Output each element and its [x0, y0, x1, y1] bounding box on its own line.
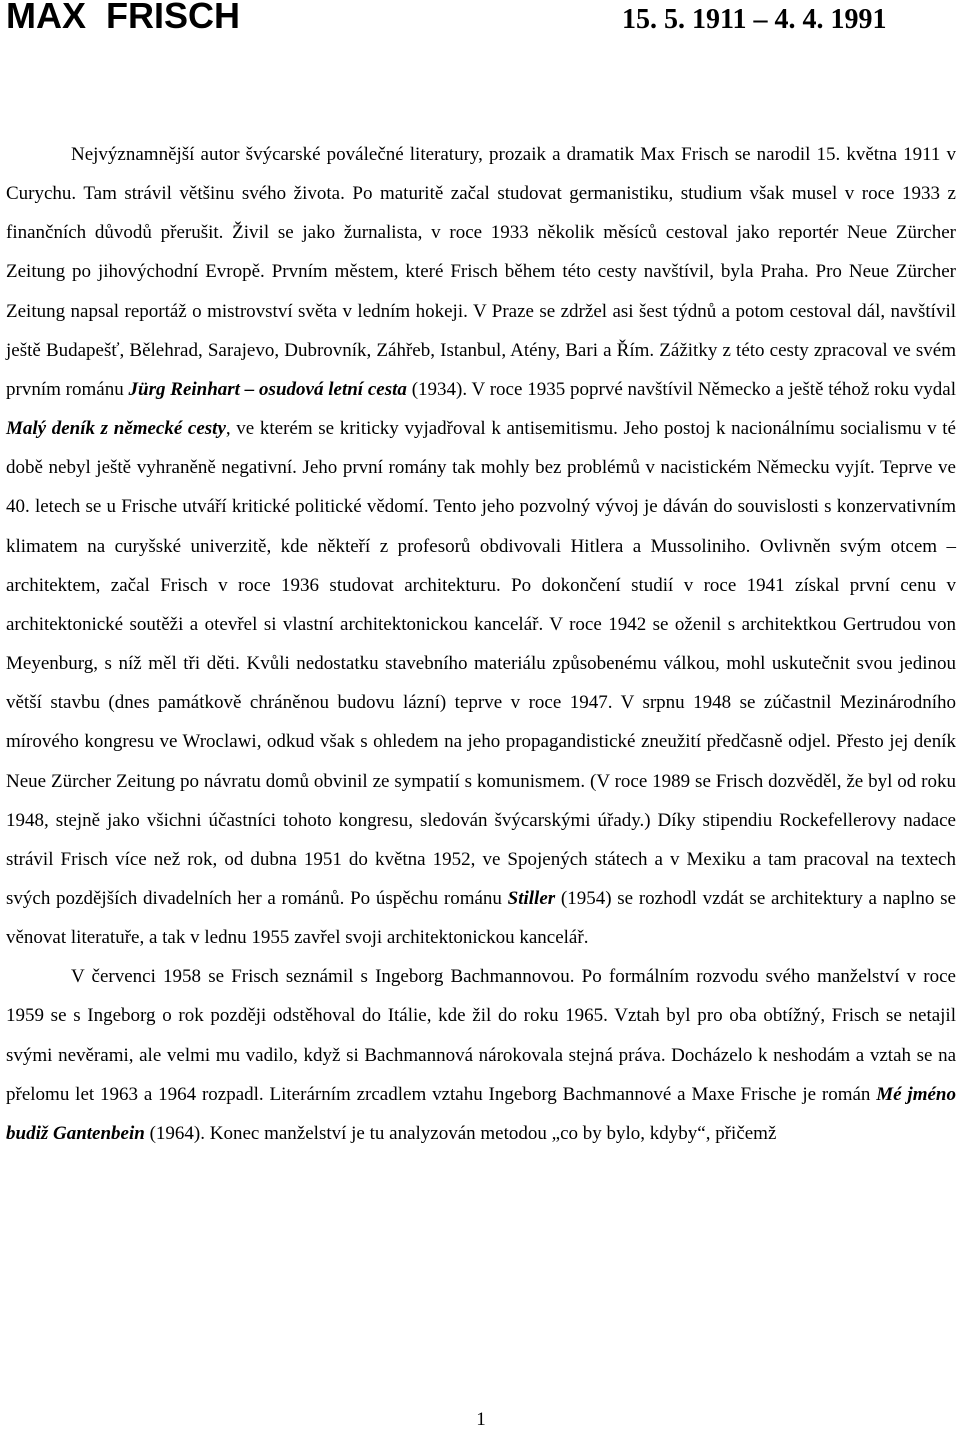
text-segment: (1934). V roce 1935 poprvé navštívil Německo a ještě téhož roku vydal: [406, 378, 956, 400]
life-dates: 15. 5. 1911 – 4. 4. 1991: [622, 4, 887, 35]
paragraph-1: [6, 135, 956, 957]
paragraph-2: [6, 957, 956, 1153]
text-segment: (1954) se rozhodl vzdát se architektury a naplno se věnovat literatuře, a tak v lednu 1955 zavřel svoji architektonickou kancelář.: [6, 887, 956, 949]
document-header: [6, 0, 956, 40]
book-title-stiller: Stiller: [507, 887, 556, 909]
page-number: 1: [476, 1409, 486, 1430]
document-body: [6, 135, 956, 1153]
document-title: MAX FRISCH: [6, 0, 240, 36]
book-title-jurg-reinhart: Jürg Reinhart – osudová letní cesta: [128, 378, 407, 400]
text-segment: Nejvýznamnější autor švýcarské poválečné literatury, prozaik a dramatik Max Frisch se narodil 15. května 1911 v Curychu. Tam strávil většinu svého života. Po maturitě začal studovat germanistiku, studium však musel v roce 1933 z finančních důvodů přerušit. Živil se jako žurnalista, v roce 1933 několik měsíců cestoval jako reportér Neue Zürcher Zeitung po jihovýchodní Evropě. Prvním městem, které Frisch během této cesty navštívil, byla Praha. Pro Neue Zürcher Zeitung napsal reportáž o mistrovství světa v ledním hokeji. V Praze se zdržel asi šest týdnů a potom cestoval dál, navštívil ještě Budapešť, Bělehrad, Sarajevo, Dubrovník, Záhřeb, Istanbul, Atény, Bari a Řím. Zážitky z této cesty zpracoval ve svém prvním románu: [6, 144, 956, 400]
book-title-maly-denik: Malý deník z německé cesty: [6, 418, 226, 440]
text-segment: , ve kterém se kriticky vyjadřoval k antisemitismu. Jeho postoj k nacionálnímu socialismu v té době nebyl ještě vyhraněně negativní. Jeho první romány tak mohly bez problémů v nacistickém Německu vyjít. Teprve ve 40. letech se u Frische utváří kritické politické vědomí. Tento jeho pozvolný vývoj je dáván do souvislosti s konzervativním klimatem na curyšské univerzitě, kde někteří z profesorů obdivovali Hitlera a Mussoliniho. Ovlivněn svým otcem – architektem, začal Frisch v roce 1936 studovat architekturu. Po dokončení studií v roce 1941 získal první cenu v architektonické soutěži a otevřel si vlastní architektonickou kancelář. V roce 1942 se oženil s architektkou Gertrudou von Meyenburg, s níž měl tři děti. Kvůli nedostatku stavebního materiálu způsobenému válkou, mohl uskutečnit svou jedinou větší stavbu (dnes památkově chráněnou budovu lázní) teprve v roce 1947. V srpnu 1948 se zúčastnil Mezinárodního mírového kongresu ve Wroclawi, odkud však s ohledem na jeho propagandistické zneužití předčasně odjel. Přesto jej deník Neue Zürcher Zeitung po návratu domů obvinil ze sympatií s komunismem. (V roce 1989 se Frisch dozvěděl, že byl od roku 1948, stejně jako všichni účastníci tohoto kongresu, sledován švýcarskými úřady.) Díky stipendiu Rockefellerovy nadace strávil Frisch více než rok, od dubna 1951 do května 1952, ve Spojených státech a v Mexiku a tam pracoval na textech svých pozdějších divadelních her a románů. Po úspěchu románu: [6, 418, 956, 909]
book-title-gantenbein: Mé jméno budiž Gantenbein: [6, 1083, 956, 1144]
document-page: [6, 0, 956, 1433]
text-segment: V červenci 1958 se Frisch seznámil s Ingeborg Bachmannovou. Po formálním rozvodu svého manželství v roce 1959 se s Ingeborg o rok později odstěhoval do Itálie, kde žil do roku 1965. Vztah byl pro oba obtížný, Frisch se netajil svými nevěrami, ale velmi mu vadilo, když si Bachmannová nárokovala stejná práva. Docházelo k neshodám a vztah se na přelomu let 1963 a 1964 rozpadl. Literárním zrcadlem vztahu Ingeborg Bachmannové a Maxe Frische je román: [6, 966, 956, 1105]
text-segment: (1964). Konec manželství je tu analyzován metodou „co by bylo, kdyby“, přičemž: [144, 1122, 777, 1144]
